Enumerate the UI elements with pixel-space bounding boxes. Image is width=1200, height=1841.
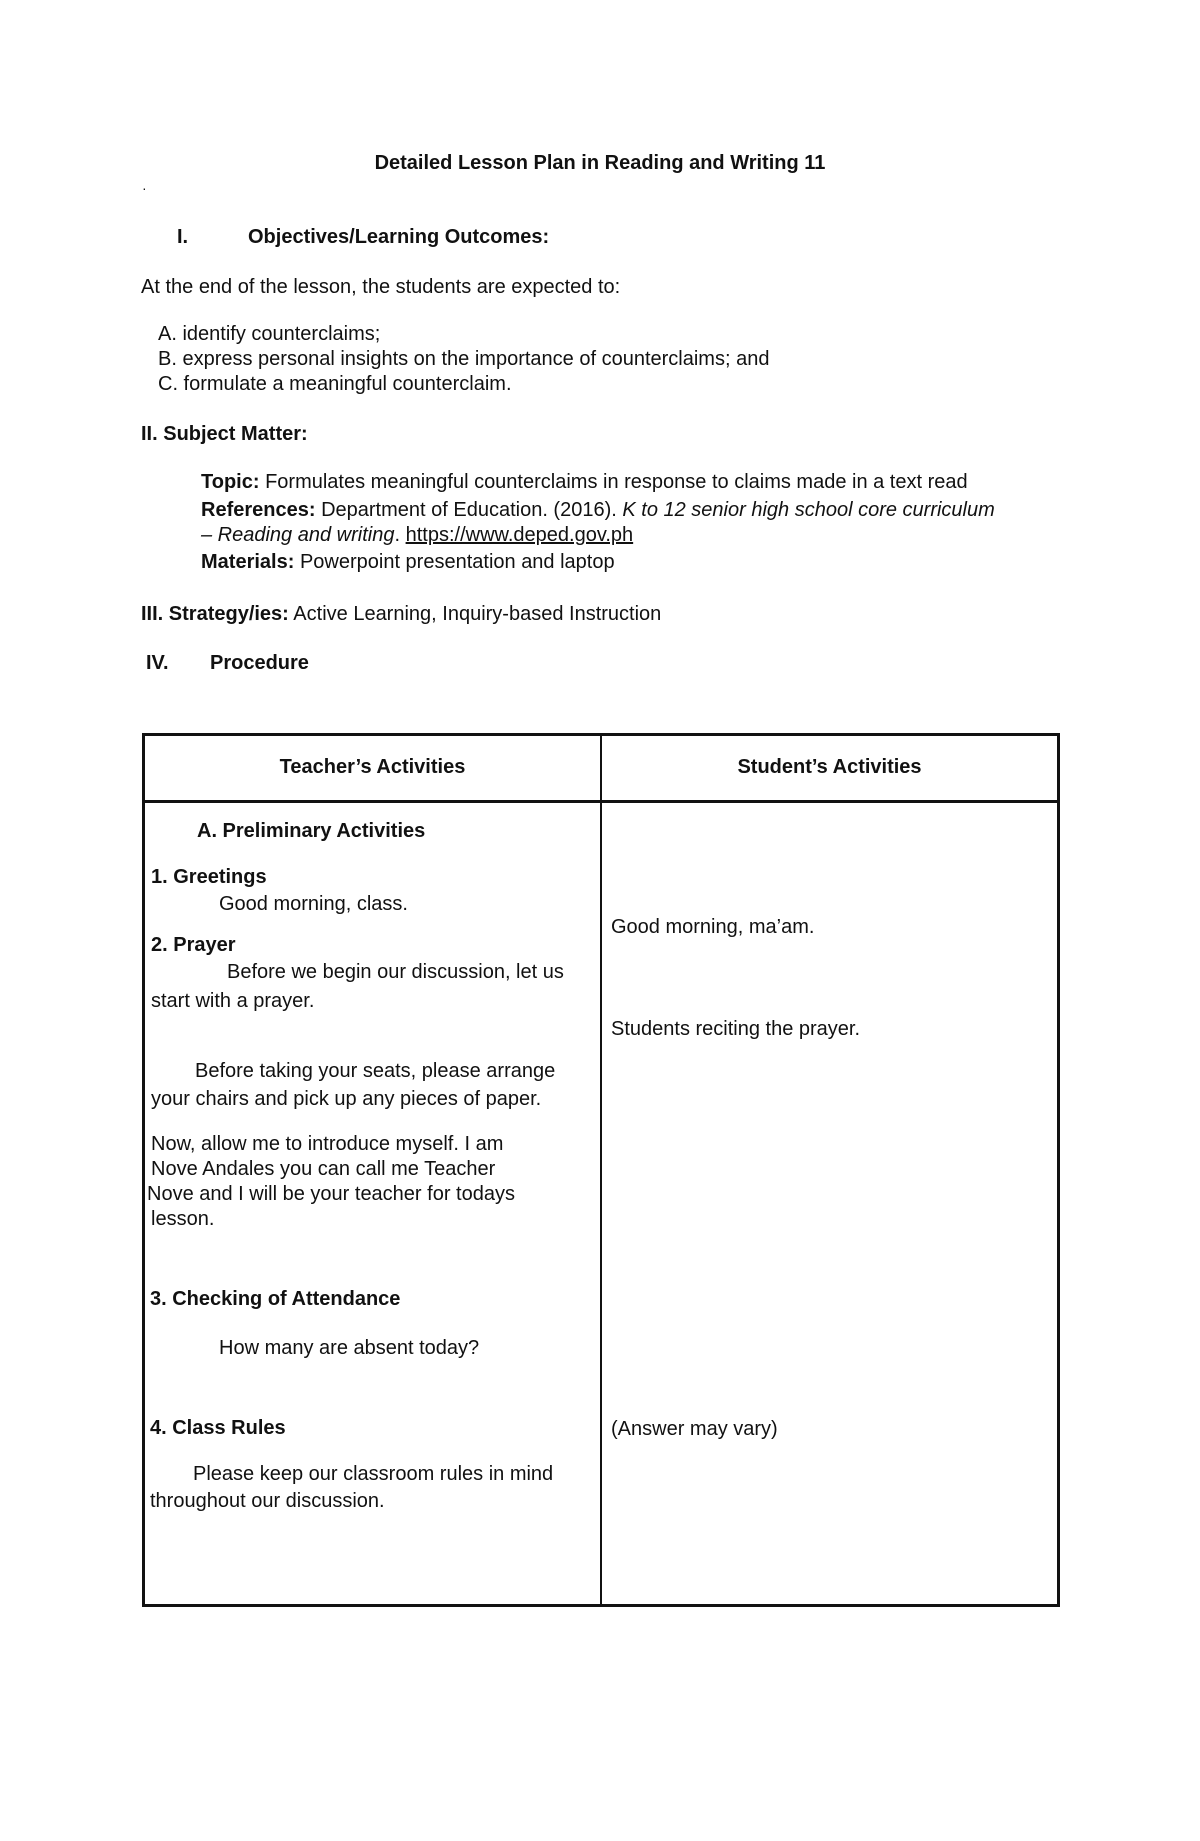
strategy-label: III. Strategy/ies: bbox=[141, 603, 289, 625]
stray-mark: · bbox=[142, 180, 147, 196]
introduction-text-1: Now, allow me to introduce myself. I am bbox=[151, 1133, 504, 1155]
header-divider bbox=[145, 800, 1057, 803]
student-activities-header: Student’s Activities bbox=[737, 756, 922, 778]
topic-label: Topic: bbox=[201, 471, 260, 493]
prayer-text-1: Before we begin our discussion, let us bbox=[227, 961, 564, 983]
materials-text: Powerpoint presentation and laptop bbox=[299, 551, 615, 573]
prayer-text-2: start with a prayer. bbox=[151, 990, 315, 1012]
seats-text-1: Before taking your seats, please arrange bbox=[195, 1060, 556, 1082]
column-divider bbox=[600, 736, 602, 1604]
introduction-text-3: Nove and I will be your teacher for todays bbox=[147, 1183, 515, 1205]
section1-title: Objectives/Learning Outcomes: bbox=[248, 226, 550, 248]
section1-number: I. bbox=[177, 226, 189, 248]
attendance-text: How many are absent today? bbox=[219, 1337, 480, 1359]
attendance-reply: (Answer may vary) bbox=[611, 1418, 778, 1440]
prayer-heading: 2. Prayer bbox=[151, 934, 236, 956]
attendance-heading: 3. Checking of Attendance bbox=[150, 1288, 401, 1310]
strategy-text: Active Learning, Inquiry-based Instruction bbox=[293, 603, 662, 625]
strategy-line bbox=[141, 603, 661, 626]
references-italic-2: – Reading and writing bbox=[201, 524, 395, 546]
prayer-reply: Students reciting the prayer. bbox=[611, 1018, 861, 1040]
references-line bbox=[201, 499, 995, 522]
objectives-intro: At the end of the lesson, the students are expected to: bbox=[141, 276, 621, 298]
greeting-reply: Good morning, ma’am. bbox=[611, 916, 815, 938]
procedure-table bbox=[142, 733, 1060, 1607]
procedure-number: IV. bbox=[146, 652, 169, 674]
preliminary-activities-heading: A. Preliminary Activities bbox=[197, 820, 426, 842]
objective-b: B. express personal insights on the importance of counterclaims; and bbox=[158, 348, 770, 370]
objective-c: C. formulate a meaningful counterclaim. bbox=[158, 373, 512, 395]
references-line-2 bbox=[201, 524, 633, 547]
materials-line bbox=[201, 551, 615, 574]
greetings-text: Good morning, class. bbox=[219, 893, 408, 915]
references-link[interactable]: https://www.deped.gov.ph bbox=[405, 524, 634, 546]
references-italic-1: K to 12 senior high school core curriculum bbox=[622, 499, 995, 521]
references-period: . bbox=[394, 524, 401, 546]
topic-line bbox=[201, 471, 968, 494]
document-title: Detailed Lesson Plan in Reading and Writing 11 bbox=[374, 152, 826, 174]
introduction-text-4: lesson. bbox=[151, 1208, 215, 1230]
teacher-activities-header: Teacher’s Activities bbox=[279, 756, 466, 778]
class-rules-text-1: Please keep our classroom rules in mind bbox=[193, 1463, 554, 1485]
class-rules-text-2: throughout our discussion. bbox=[150, 1490, 385, 1512]
materials-label: Materials: bbox=[201, 551, 295, 573]
references-label: References: bbox=[201, 499, 316, 521]
seats-text-2: your chairs and pick up any pieces of paper. bbox=[151, 1088, 542, 1110]
objective-a: A. identify counterclaims; bbox=[158, 323, 381, 345]
procedure-title: Procedure bbox=[210, 652, 309, 674]
topic-text: Formulates meaningful counterclaims in response to claims made in a text read bbox=[265, 471, 968, 493]
references-text: Department of Education. (2016). bbox=[321, 499, 617, 521]
introduction-text-2: Nove Andales you can call me Teacher bbox=[151, 1158, 496, 1180]
class-rules-heading: 4. Class Rules bbox=[150, 1417, 286, 1439]
greetings-heading: 1. Greetings bbox=[151, 866, 267, 888]
subject-matter-heading: II. Subject Matter: bbox=[141, 423, 308, 445]
